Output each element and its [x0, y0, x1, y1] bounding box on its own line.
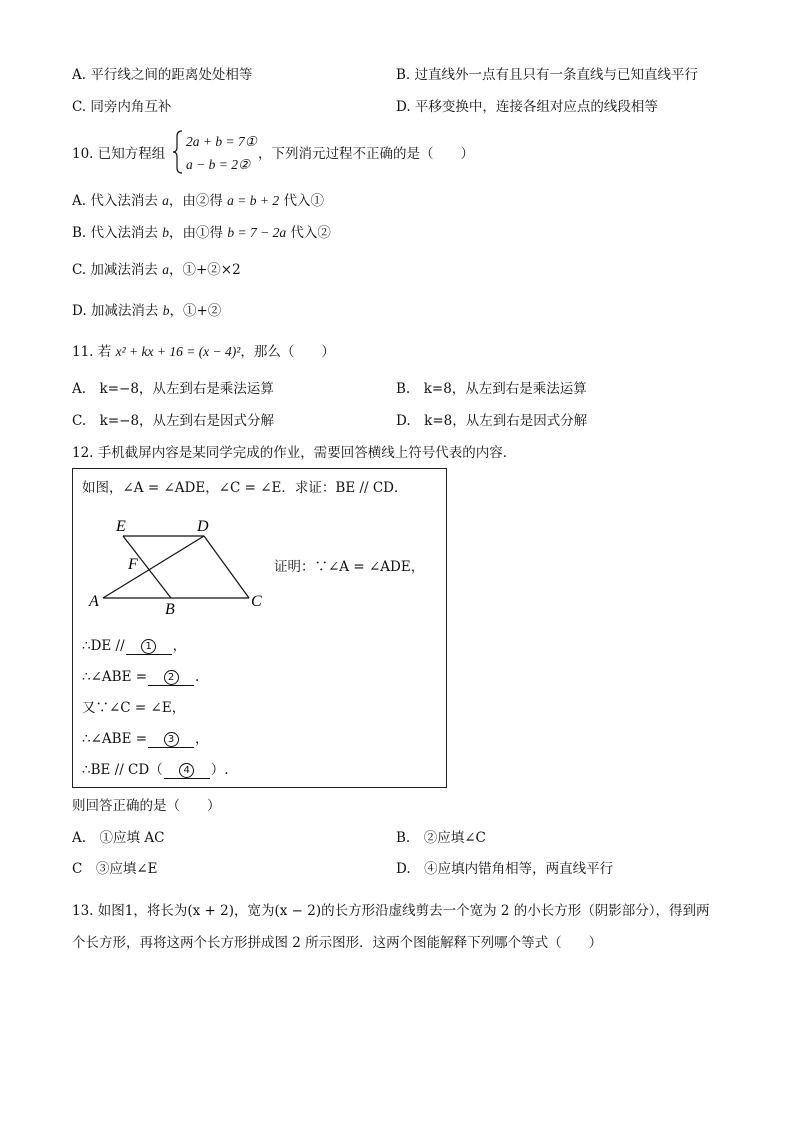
blank-2-number: 2 — [164, 670, 179, 685]
blank-1-number: 1 — [141, 639, 156, 654]
q12-stem-text: 手机截屏内容是某同学完成的作业，需要回答横线上符号代表的内容． — [97, 445, 517, 461]
q11-number: 11. — [72, 344, 94, 360]
label-A: A — [89, 593, 99, 610]
blank-1 — [126, 638, 172, 655]
geometry-figure — [73, 509, 273, 619]
step2-period: . — [195, 669, 200, 685]
q10-a-var: a — [162, 193, 169, 208]
q10-b-var: b — [162, 225, 170, 240]
step5-text: ∴BE // CD（ — [82, 762, 163, 778]
step4-text: ∴∠ABE = — [82, 731, 148, 747]
homework-screenshot-box — [72, 468, 447, 788]
q13-stem-line-1: 13. 如图1，将长为(x + 2)，宽为(x − 2)的长方形沿虚线剪去一个宽为 2 的小长方形（阴影部分），得到两 — [72, 903, 710, 919]
blank-3 — [148, 731, 194, 748]
proof-step-5 — [82, 761, 229, 779]
q12-number: 12. — [72, 445, 94, 461]
q10-c-expr: ①+②×2 — [182, 262, 241, 278]
step1-text: ∴DE // — [82, 638, 125, 654]
q10-c-text: C. 加减法消去 — [72, 262, 163, 278]
q10-b-expr: b = 7 − 2a — [227, 225, 287, 240]
q12-option-a: A. ①应填 AC — [72, 830, 165, 846]
label-E: E — [116, 518, 126, 535]
q10-a-text2: ，由②得 — [168, 193, 228, 209]
q12-stem — [72, 444, 516, 462]
q11-expr-right: (x − 4)² — [198, 344, 241, 359]
q10-d-expr: ①+② — [182, 303, 222, 319]
q9-option-c: C. 同旁内角互补 — [72, 99, 172, 115]
q10-stem — [72, 145, 165, 163]
q10-option-b — [72, 224, 331, 242]
q10-a-text: A. 代入法消去 — [72, 193, 163, 209]
q11-option-c: C. k=−8，从左到右是因式分解 — [72, 413, 275, 429]
proof-step-3: 又∵∠C = ∠E， — [82, 700, 186, 716]
q11-option-d: D. k=8，从左到右是因式分解 — [396, 413, 588, 429]
label-C: C — [251, 593, 262, 610]
proof-step-4 — [82, 730, 209, 748]
q12-option-d: D. ④应填内错角相等，两直线平行 — [396, 861, 614, 877]
box-problem-statement: 如图，∠A = ∠ADE，∠C = ∠E．求证：BE // CD． — [82, 480, 408, 496]
label-B: B — [165, 601, 175, 618]
proof-start: 证明：∵∠A = ∠ADE， — [274, 559, 425, 575]
q11-stem-b: ，那么（ ） — [240, 344, 335, 360]
q11-stem-a: 若 — [97, 344, 116, 360]
q10-option-c — [72, 261, 241, 279]
label-D: D — [197, 518, 209, 535]
blank-2 — [148, 669, 194, 686]
q10-d-text: D. 加减法消去 — [72, 303, 163, 319]
q11-stem — [72, 343, 335, 361]
q10-b-text3: 代入② — [286, 225, 331, 241]
step5-end: ）. — [210, 762, 229, 778]
q10-c-text2: ， — [168, 262, 183, 278]
step1-comma: ， — [172, 638, 187, 654]
q9-option-b: B. 过直线外一点有且只有一条直线与已知直线平行 — [396, 67, 699, 83]
q10-stem-a: 已知方程组 — [97, 146, 166, 162]
q12-option-b: B. ②应填∠C — [396, 830, 486, 846]
proof-step-2 — [82, 668, 199, 686]
step2-text: ∴∠ABE = — [82, 669, 148, 685]
q9-option-d: D. 平移变换中，连接各组对应点的线段相等 — [396, 99, 658, 115]
q10-d-var: b — [162, 303, 170, 318]
label-F: F — [128, 556, 138, 573]
q10-c-var: a — [162, 262, 169, 277]
q11-option-b: B. k=8，从左到右是乘法运算 — [396, 381, 587, 397]
q10-equation-1: 2a + b = 7① — [186, 134, 257, 149]
blank-3-number: 3 — [164, 732, 179, 747]
q13-stem-line-2: 个长方形，再将这两个长方形拼成图 2 所示图形．这两个图能解释下列哪个等式（ ） — [72, 935, 603, 951]
q11-expr-left: x² + kx + 16 = — [115, 344, 199, 359]
step4-comma: ， — [195, 731, 209, 747]
q10-number: 10. — [72, 146, 94, 162]
system-brace — [172, 130, 184, 174]
q12-question: 则回答正确的是（ ） — [72, 798, 221, 814]
q10-option-a — [72, 192, 324, 210]
q10-b-text: B. 代入法消去 — [72, 225, 163, 241]
proof-step-1 — [82, 637, 186, 655]
blank-4-number: 4 — [179, 763, 194, 778]
q10-stem-b: ，下列消元过程不正确的是（ ） — [258, 146, 474, 162]
q9-option-a: A. 平行线之间的距离处处相等 — [72, 67, 253, 83]
q10-option-d — [72, 302, 221, 320]
q10-a-text3: 代入① — [279, 193, 324, 209]
q12-option-c: C ③应填∠E — [72, 861, 158, 877]
q10-d-text2: ， — [169, 303, 183, 319]
q10-b-text2: ，由①得 — [169, 225, 228, 241]
q11-option-a: A. k=−8，从左到右是乘法运算 — [72, 381, 274, 397]
blank-4 — [164, 762, 210, 779]
q10-equation-2: a − b = 2② — [186, 157, 251, 172]
q10-a-expr: a = b + 2 — [227, 193, 280, 208]
